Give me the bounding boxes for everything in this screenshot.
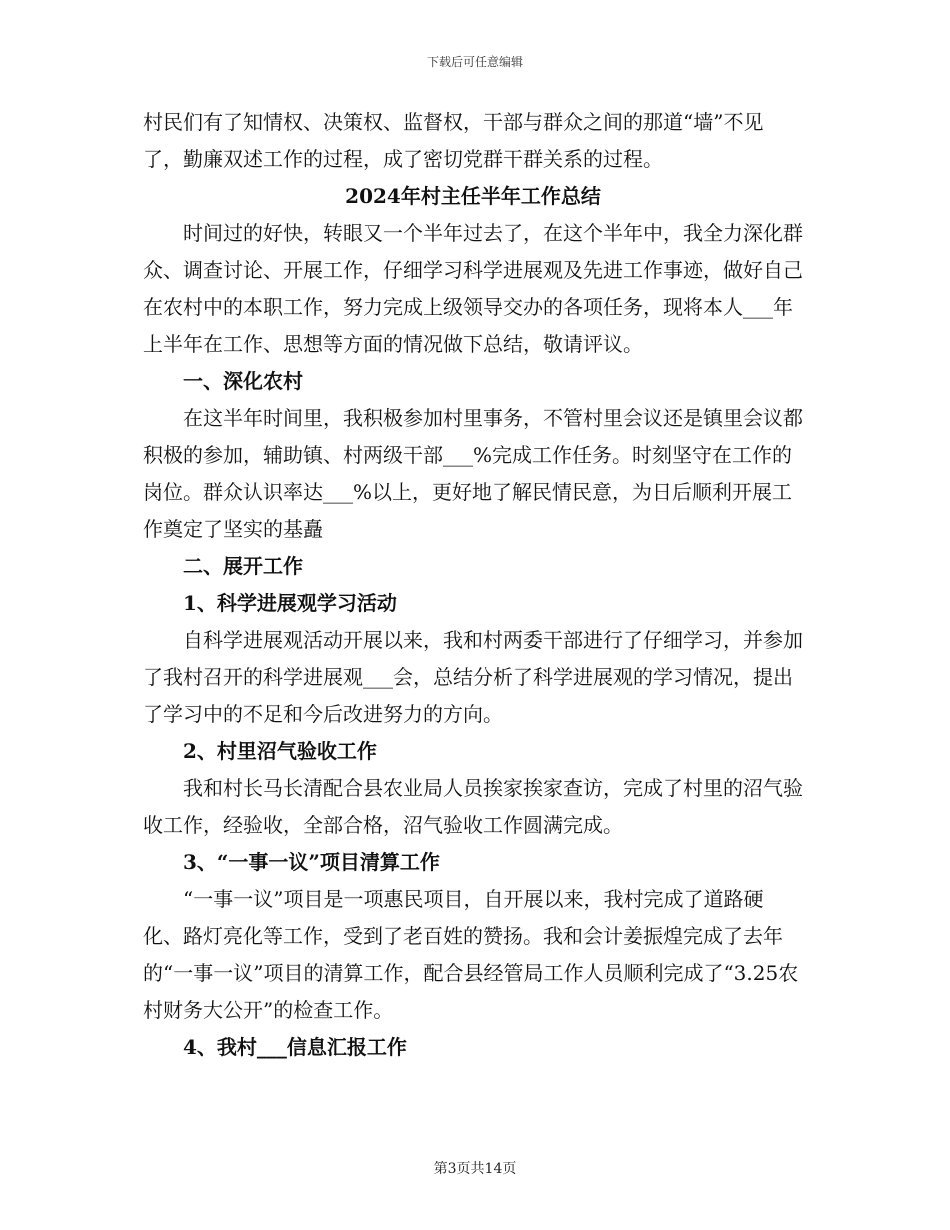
section-paragraph-1: 在这半年时间里，我积极参加村里事务，不管村里会议还是镇里会议都积极的参加，辅助镇、村两级干部___%完成工作任务。时刻坚守在工作的岗位。群众认识率达___%以上，更好地了解民情民意，为日后顺利开展工作奠定了坚实的基矗 bbox=[143, 406, 803, 541]
subsection-heading-1: 1、科学进展观学习活动 bbox=[183, 591, 397, 615]
page-number: 第3页共14页 bbox=[433, 1161, 517, 1177]
subsection-heading-2: 2、村里沼气验收工作 bbox=[183, 739, 377, 763]
subsection-paragraph-3: “一事一议”项目是一项惠民项目，自开展以来，我村完成了道路硬化、路灯亮化等工作，受到了老百姓的赞扬。我和会计姜振煌完成了去年的“一事一议”项目的清算工作，配合县经管局工作人员顺利完成了“3.25农村财务大公开”的检查工作。 bbox=[143, 887, 799, 1022]
continuation-paragraph: 村民们有了知情权、决策权、监督权，干部与群众之间的那道“墙”不见了，勤廉双述工作的过程，成了密切党群干群关系的过程。 bbox=[143, 110, 764, 171]
subsection-paragraph-2: 我和村长马长清配合县农业局人员挨家挨家查访，完成了村里的沼气验收工作，经验收，全部合格，沼气验收工作圆满完成。 bbox=[143, 776, 803, 837]
document-title: 2024年村主任半年工作总结 bbox=[345, 184, 601, 208]
intro-paragraph: 时间过的好快，转眼又一个半年过去了，在这个半年中，我全力深化群众、调查讨论、开展工作，仔细学习科学进展观及先进工作事迹，做好自己在农村中的本职工作，努力完成上级领导交办的各项任务，现将本人___年上半年在工作、思想等方面的情况做下总结，敬请评议。 bbox=[143, 221, 803, 356]
section-heading-2: 二、展开工作 bbox=[183, 554, 303, 578]
document-body bbox=[143, 104, 803, 1066]
subsection-heading-3: 3、“一事一议”项目清算工作 bbox=[183, 850, 440, 874]
subsection-heading-4: 4、我村___信息汇报工作 bbox=[183, 1035, 407, 1059]
page-header-note: 下载后可任意编辑 bbox=[426, 55, 523, 69]
subsection-paragraph-1: 自科学进展观活动开展以来，我和村两委干部进行了仔细学习，并参加了我村召开的科学进展观___会，总结分析了科学进展观的学习情况，提出了学习中的不足和今后改进努力的方向。 bbox=[143, 628, 803, 726]
section-heading-1: 一、深化农村 bbox=[183, 369, 303, 393]
